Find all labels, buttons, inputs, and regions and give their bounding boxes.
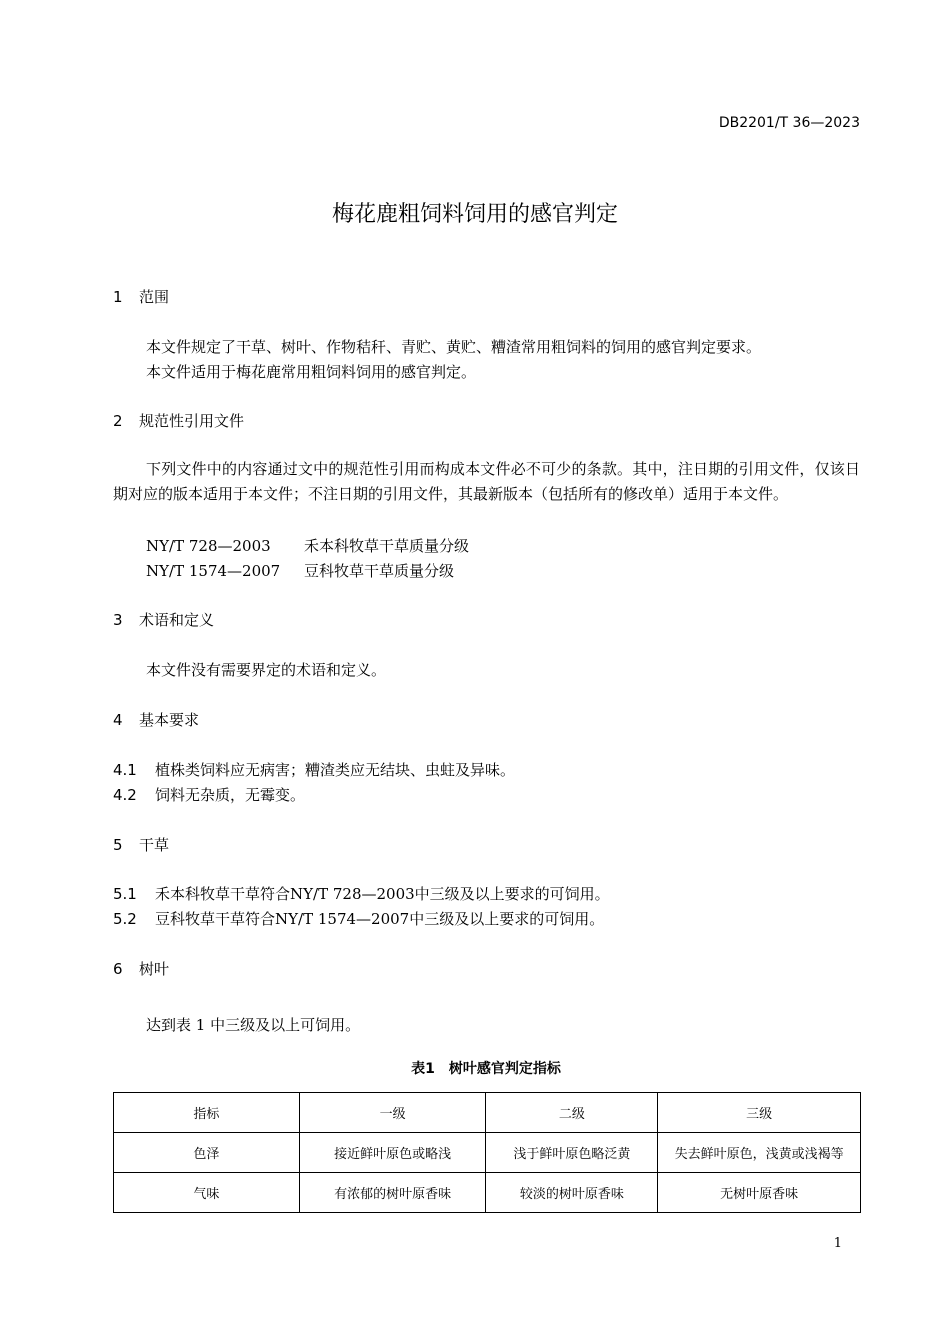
- clause-number: 4.1: [113, 761, 137, 779]
- section-title: 术语和定义: [139, 611, 215, 629]
- clause-item: [113, 759, 515, 780]
- table-header-cell: 三级: [658, 1093, 861, 1133]
- clause-number: 4.2: [113, 786, 137, 804]
- clause-text: 禾本科牧草干草符合NY/T 728—2003中三级及以上要求的可饲用。: [155, 885, 610, 903]
- normative-references-intro: 下列文件中的内容通过文中的规范性引用而构成本文件必不可少的条款。其中，注日期的引用文件，仅该日期对应的版本适用于本文件；不注日期的引用文件，其最新版本（包括所有的修改单）适用于本文件。: [113, 460, 860, 503]
- reference-code: NY/T 728—2003: [146, 537, 271, 555]
- clause-number: 5.1: [113, 885, 137, 903]
- table-cell: 接近鲜叶原色或略浅: [299, 1133, 486, 1173]
- terms-paragraph: 本文件没有需要界定的术语和定义。: [146, 661, 387, 679]
- reference-name: 禾本科牧草干草质量分级: [304, 537, 470, 555]
- section-title: 范围: [139, 288, 170, 306]
- table-cell: 失去鲜叶原色，浅黄或浅褐等: [658, 1133, 861, 1173]
- clause-text: 植株类饲料应无病害；糟渣类应无结块、虫蛀及异味。: [155, 761, 516, 779]
- document-number: DB2201/T 36—2023: [718, 115, 860, 131]
- section-1-heading: [113, 286, 169, 307]
- reference-name: 豆科牧草干草质量分级: [304, 562, 455, 580]
- section-number: 5: [113, 836, 123, 854]
- scope-paragraph-1: 本文件规定了干草、树叶、作物秸秆、青贮、黄贮、糟渣常用粗饲料的饲用的感官判定要求。: [146, 338, 762, 356]
- clause-text: 饲料无杂质，无霉变。: [155, 786, 306, 804]
- reference-item: [146, 560, 454, 581]
- table-cell: 色泽: [114, 1133, 300, 1173]
- table-header-row: [114, 1093, 861, 1133]
- clause-item: [113, 784, 305, 805]
- sensory-criteria-table: [113, 1092, 861, 1213]
- clause-text: 豆科牧草干草符合NY/T 1574—2007中三级及以上要求的可饲用。: [155, 910, 605, 928]
- page-number: 1: [833, 1236, 842, 1251]
- section-title: 干草: [139, 836, 170, 854]
- scope-paragraph-2: 本文件适用于梅花鹿常用粗饲料饲用的感官判定。: [146, 363, 477, 381]
- reference-code: NY/T 1574—2007: [146, 562, 281, 580]
- clause-item: [113, 883, 610, 904]
- clause-item: [113, 908, 604, 929]
- table-cell: 浅于鲜叶原色略泛黄: [486, 1133, 658, 1173]
- leaves-paragraph: 达到表 1 中三级及以上可饲用。: [146, 1016, 361, 1034]
- section-number: 2: [113, 412, 123, 430]
- section-6-heading: [113, 958, 169, 979]
- section-3-heading: [113, 609, 214, 630]
- section-2-heading: [113, 410, 244, 431]
- table-row: [114, 1173, 861, 1213]
- document-title: 梅花鹿粗饲料饲用的感官判定: [331, 202, 618, 227]
- table-cell: 无树叶原香味: [658, 1173, 861, 1213]
- table-cell: 气味: [114, 1173, 300, 1213]
- section-number: 4: [113, 711, 123, 729]
- table-caption: 表1 树叶感官判定指标: [411, 1061, 561, 1077]
- section-number: 3: [113, 611, 123, 629]
- section-number: 6: [113, 960, 123, 978]
- section-title: 树叶: [139, 960, 170, 978]
- table-cell: 较淡的树叶原香味: [486, 1173, 658, 1213]
- table-header-cell: 二级: [486, 1093, 658, 1133]
- reference-item: [146, 535, 469, 556]
- table-row: [114, 1133, 861, 1173]
- section-5-heading: [113, 834, 169, 855]
- section-title: 基本要求: [139, 711, 200, 729]
- clause-number: 5.2: [113, 910, 137, 928]
- table-header-cell: 指标: [114, 1093, 300, 1133]
- section-4-heading: [113, 709, 199, 730]
- table-cell: 有浓郁的树叶原香味: [299, 1173, 486, 1213]
- section-title: 规范性引用文件: [139, 412, 245, 430]
- section-number: 1: [113, 288, 123, 306]
- table-header-cell: 一级: [299, 1093, 486, 1133]
